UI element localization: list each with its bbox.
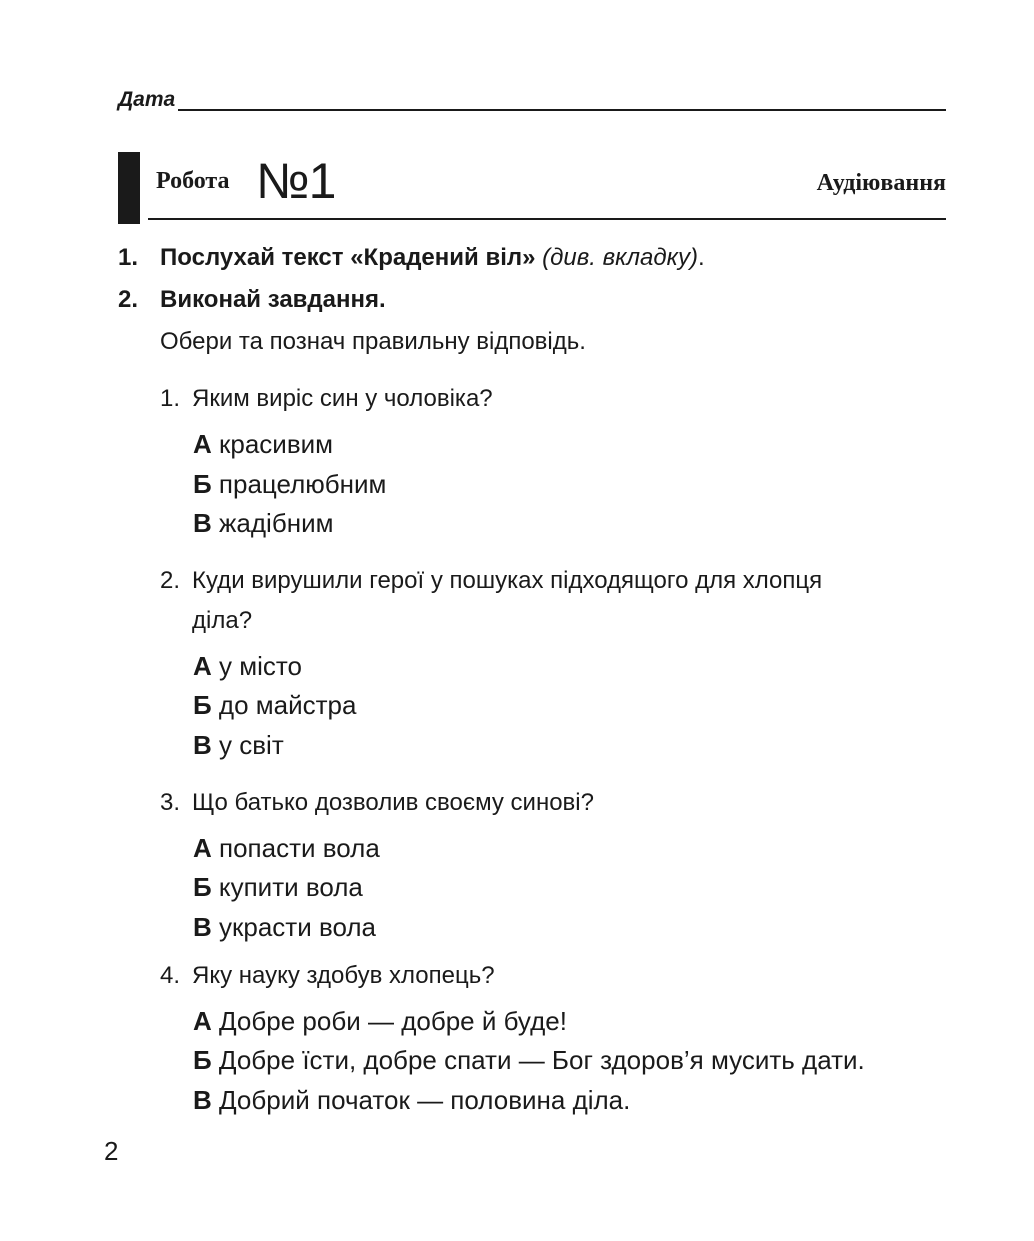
answer-option[interactable]: [193, 872, 363, 903]
option-letter: А: [193, 1006, 212, 1036]
date-write-line: [178, 109, 946, 111]
question-text-continued: діла?: [192, 607, 253, 634]
question-1: [160, 379, 950, 419]
option-letter: А: [193, 429, 212, 459]
question-text: Що батько дозволив своєму синові?: [192, 789, 594, 816]
option-letter: В: [193, 508, 212, 538]
option-text: працелюбним: [218, 469, 387, 499]
answer-option[interactable]: [193, 508, 333, 539]
task-1: [118, 244, 705, 272]
option-letter: В: [193, 1085, 212, 1115]
question-number: 3.: [160, 789, 181, 816]
task-text: Послухай текст «Крадений віл»: [160, 244, 536, 271]
answer-option[interactable]: [193, 833, 380, 864]
answer-option[interactable]: [193, 912, 376, 943]
option-letter: В: [193, 912, 212, 942]
option-letter: Б: [193, 690, 212, 720]
answer-option[interactable]: [193, 690, 356, 721]
date-label: Дата: [118, 88, 176, 111]
option-letter: А: [193, 833, 212, 863]
answer-option[interactable]: [193, 429, 333, 460]
instruction: Обери та познач правильну відповідь.: [160, 328, 586, 355]
question-number: 1.: [160, 385, 181, 412]
option-text: красивим: [219, 429, 334, 459]
task-text: Виконай завдання.: [160, 286, 386, 313]
answer-option[interactable]: [193, 1045, 865, 1076]
question-number: 4.: [160, 962, 181, 989]
option-text: до майстра: [218, 690, 357, 720]
option-text: Добрий початок — половина діла.: [219, 1085, 631, 1115]
section-title: Аудіювання: [816, 170, 946, 196]
task-2: [118, 286, 386, 314]
option-letter: В: [193, 730, 212, 760]
option-text: жадібним: [219, 508, 334, 538]
header-rule: [148, 218, 946, 220]
work-header: [118, 152, 946, 224]
question-text: Яку науку здобув хлопець?: [192, 962, 495, 989]
option-letter: Б: [193, 872, 212, 902]
task-number: 2.: [118, 286, 139, 313]
option-letter: А: [193, 651, 212, 681]
option-letter: Б: [193, 469, 212, 499]
task-number: 1.: [118, 244, 139, 271]
question-text: Куди вирушили герої у пошуках підходящого для хлопця: [192, 567, 823, 594]
answer-option[interactable]: [193, 730, 284, 761]
question-number: 2.: [160, 567, 181, 594]
work-number: №1: [256, 153, 336, 209]
answer-option[interactable]: [193, 1006, 567, 1037]
option-text: у місто: [219, 651, 302, 681]
option-text: Добре їсти, добре спати — Бог здоров’я мусить дати.: [218, 1045, 865, 1075]
work-label: Робота: [156, 168, 230, 194]
answer-option[interactable]: [193, 651, 302, 682]
answer-option[interactable]: [193, 1085, 630, 1116]
date-field: [118, 88, 946, 114]
header-bar: [118, 152, 140, 224]
question-2: [160, 561, 950, 641]
option-text: Добре роби — добре й буде!: [219, 1006, 567, 1036]
question-3: [160, 783, 950, 823]
answer-option[interactable]: [193, 469, 386, 500]
option-text: украсти вола: [219, 912, 377, 942]
task-tail: .: [697, 244, 705, 271]
question-text: Яким виріс син у чоловіка?: [192, 385, 493, 412]
question-4: [160, 956, 950, 996]
option-text: купити вола: [218, 872, 363, 902]
option-text: попасти вола: [219, 833, 380, 863]
option-text: у світ: [219, 730, 284, 760]
task-note: (див. вкладку): [542, 244, 698, 271]
option-letter: Б: [193, 1045, 212, 1075]
page-number: 2: [104, 1136, 119, 1166]
